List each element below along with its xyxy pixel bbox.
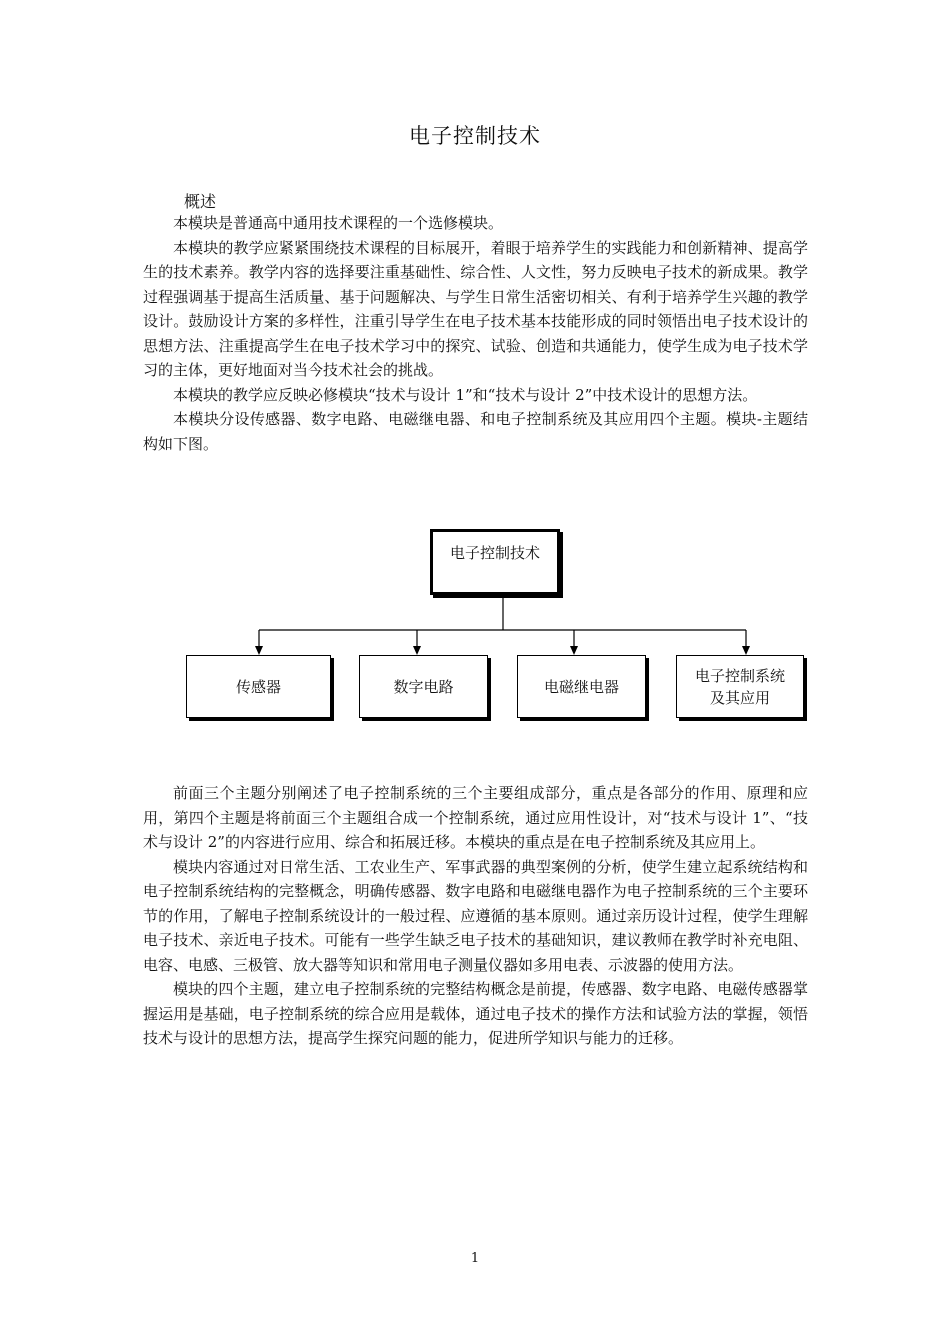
diagram-node-label: 数字电路 <box>393 677 454 696</box>
paragraph: 本模块分设传感器、数字电路、电磁继电器、和电子控制系统及其应用四个主题。模块-主题结构如下图。 <box>143 410 808 453</box>
paragraph: 模块的四个主题，建立电子控制系统的完整结构概念是前提，传感器、数字电路、电磁传感器掌握运用是基础，电子控制系统的综合应用是载体，通过电子技术的操作方法和试验方法的掌握，领悟技术与设计的思想方法，提高学生探究问题的能力，促进所学知识与能力的迁移。 <box>143 980 808 1047</box>
diagram-node-relay <box>517 655 646 718</box>
page-title: 电子控制技术 <box>409 124 541 148</box>
diagram-node-label: 电子控制系统 <box>694 666 785 685</box>
diagram-node-control-system <box>676 655 804 718</box>
paragraph: 前面三个主题分别阐述了电子控制系统的三个主要组成部分，重点是各部分的作用、原理和应用，第四个主题是将前面三个主题组合成一个控制系统，通过应用性设计，对“技术与设计 1”、“技术与设计 2”的内容进行应用、综合和拓展迁移。本模块的重点是在电子控制系统及其应用上。 <box>143 784 808 851</box>
diagram-root-label: 电子控制技术 <box>449 544 540 562</box>
paragraph: 本模块是普通高中通用技术课程的一个选修模块。 <box>173 214 504 232</box>
diagram-node-label: 传感器 <box>235 677 281 696</box>
diagram-node-sensor <box>186 655 331 718</box>
paragraph: 本模块的教学应紧紧围绕技术课程的目标展开，着眼于培养学生的实践能力和创新精神、提高学生的技术素养。教学内容的选择要注重基础性、综合性、人文性，努力反映电子技术的新成果。教学过程强调基于提高生活质量、基于问题解决、与学生日常生活密切相关、有利于培养学生兴趣的教学设计。鼓励设计方案的多样性，注重引导学生在电子技术基本技能形成的同时领悟出电子技术设计的思想方法、注重提高学生在电子技术学习中的探究、试验、创造和共通能力，使学生成为电子技术学习的主体，更好地面对当今技术社会的挑战。 <box>143 238 808 379</box>
arrowhead-4 <box>742 646 750 655</box>
diagram-root-node <box>430 529 560 595</box>
arrowhead-2 <box>413 646 421 655</box>
diagram-node-digital-circuit <box>359 655 488 718</box>
diagram-node-label: 及其应用 <box>709 688 770 707</box>
paragraph: 模块内容通过对日常生活、工农业生产、军事武器的典型案例的分析，使学生建立起系统结构和电子控制系统结构的完整概念，明确传感器、数字电路和电磁继电器作为电子控制系统的三个主要环节的作用，了解电子控制系统设计的一般过程、应遵循的基本原则。通过亲历设计过程，使学生理解电子技术、亲近电子技术。可能有一些学生缺乏电子技术的基础知识，建议教师在教学时补充电阻、电容、电感、三极管、放大器等知识和常用电子测量仪器如多用电表、示波器的使用方法。 <box>143 857 808 974</box>
intro-text <box>143 211 808 456</box>
page-number: 1 <box>470 1251 480 1266</box>
body-text <box>143 781 808 1051</box>
paragraph: 本模块的教学应反映必修模块“技术与设计 1”和“技术与设计 2”中技术设计的思想方法。 <box>173 385 758 404</box>
diagram-node-label: 电磁继电器 <box>543 677 619 696</box>
section-heading: 概述 <box>184 192 217 211</box>
arrowhead-1 <box>255 646 263 655</box>
arrowhead-3 <box>570 646 578 655</box>
